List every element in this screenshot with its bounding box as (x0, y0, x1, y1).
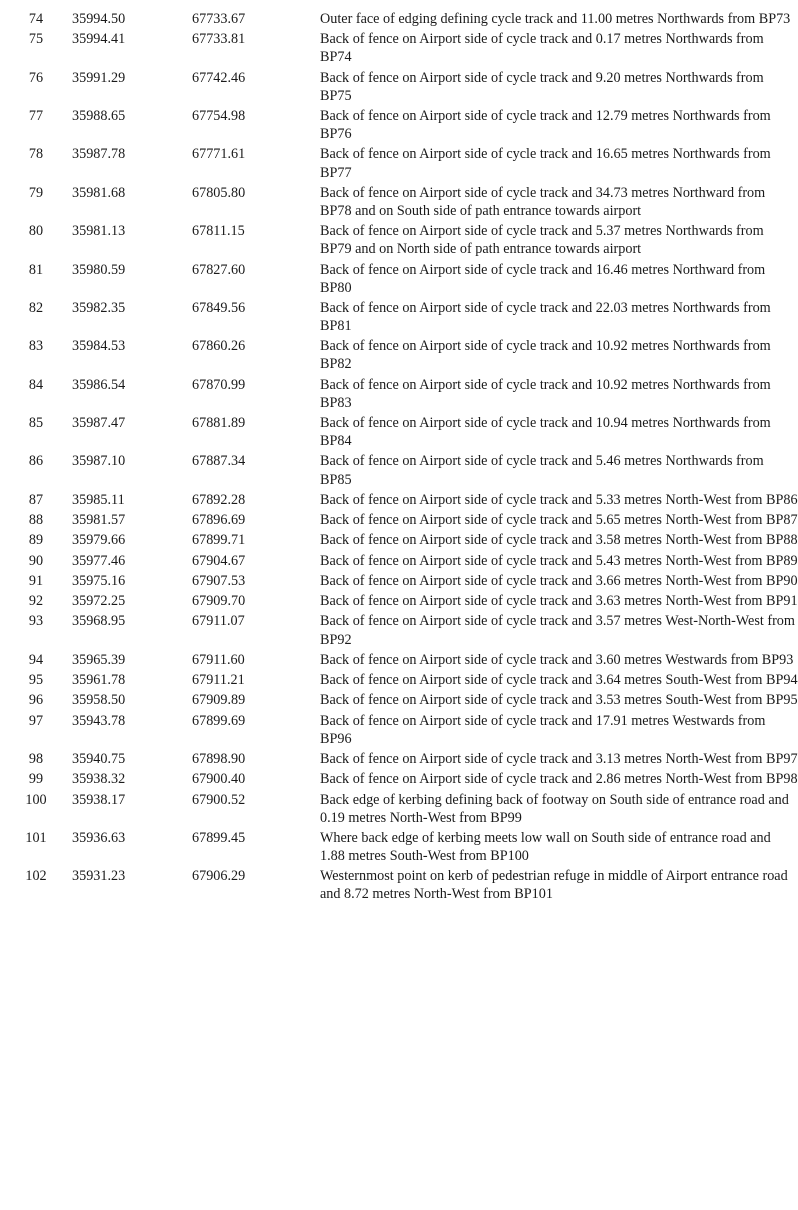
point-description: Back of fence on Airport side of cycle track and 3.57 metres West-North-West from BP92 (320, 613, 795, 648)
point-description: Back of fence on Airport side of cycle track and 9.20 metres Northwards from BP75 (320, 69, 764, 104)
easting-value: 35938.32 (72, 771, 126, 788)
boundary-points-rows (0, 10, 798, 906)
point-description: Back of fence on Airport side of cycle track and 2.86 metres North-West from BP98 (320, 771, 798, 788)
point-description: Back of fence on Airport side of cycle track and 12.79 metres Northwards from BP76 (320, 108, 771, 143)
easting-value: 35961.78 (72, 672, 126, 689)
easting-value: 35981.68 (72, 184, 126, 201)
northing-value: 67754.98 (192, 108, 246, 125)
northing-value: 67911.60 (192, 651, 245, 668)
northing-value: 67827.60 (192, 261, 246, 278)
easting-value: 35987.78 (72, 146, 126, 163)
northing-value: 67892.28 (192, 491, 246, 508)
northing-value: 67900.40 (192, 771, 246, 788)
point-number: 74 (28, 11, 44, 27)
table-row (0, 651, 798, 671)
point-description: Back of fence on Airport side of cycle track and 10.92 metres Northwards from BP82 (320, 338, 771, 373)
point-number: 85 (28, 415, 44, 432)
table-row (0, 867, 798, 905)
point-description: Back of fence on Airport side of cycle track and 0.17 metres Northwards from BP74 (320, 31, 764, 66)
table-row (0, 552, 798, 572)
northing-value: 67742.46 (192, 69, 246, 86)
table-row (0, 592, 798, 612)
point-number: 79 (28, 184, 44, 201)
easting-value: 35972.25 (72, 593, 126, 610)
point-description: Back of fence on Airport side of cycle track and 10.94 metres Northwards from BP84 (320, 415, 771, 450)
easting-value: 35979.66 (72, 532, 126, 549)
northing-value: 67887.34 (192, 453, 246, 470)
easting-value: 35984.53 (72, 338, 126, 355)
easting-value: 35981.57 (72, 512, 126, 529)
table-row (0, 791, 798, 829)
northing-value: 67811.15 (192, 223, 245, 240)
northing-value: 67906.29 (192, 868, 246, 885)
northing-value: 67899.45 (192, 830, 246, 846)
point-number: 75 (28, 31, 44, 48)
table-row (0, 414, 798, 452)
point-number: 101 (25, 830, 47, 846)
table-row (0, 829, 798, 867)
point-number: 100 (25, 791, 47, 808)
northing-value: 67899.69 (192, 712, 246, 729)
table-row (0, 770, 798, 790)
point-number: 98 (28, 751, 44, 768)
point-description: Back of fence on Airport side of cycle track and 17.91 metres Westwards from BP96 (320, 712, 766, 747)
point-description: Back of fence on Airport side of cycle track and 3.63 metres North-West from BP91 (320, 593, 798, 610)
point-number: 84 (28, 376, 44, 393)
point-description: Back of fence on Airport side of cycle track and 3.53 metres South-West from BP95 (320, 692, 798, 709)
table-row (0, 572, 798, 592)
point-description: Back of fence on Airport side of cycle track and 3.66 metres North-West from BP90 (320, 572, 798, 589)
point-number: 92 (28, 593, 44, 610)
boundary-points-table (0, 10, 798, 906)
point-description: Back of fence on Airport side of cycle track and 3.58 metres North-West from BP88 (320, 532, 798, 549)
point-number: 96 (28, 692, 44, 709)
point-description: Outer face of edging defining cycle track and 11.00 metres Northwards from BP73 (320, 11, 791, 27)
easting-value: 35940.75 (72, 751, 126, 768)
point-description: Back of fence on Airport side of cycle track and 3.13 metres North-West from BP97 (320, 751, 798, 768)
easting-value: 35968.95 (72, 613, 126, 630)
easting-value: 35965.39 (72, 651, 126, 668)
easting-value: 35994.41 (72, 31, 126, 48)
table-row (0, 222, 798, 260)
northing-value: 67898.90 (192, 751, 246, 768)
easting-value: 35943.78 (72, 712, 126, 729)
point-number: 78 (28, 146, 44, 163)
northing-value: 67911.21 (192, 672, 245, 689)
northing-value: 67860.26 (192, 338, 246, 355)
northing-value: 67900.52 (192, 791, 246, 808)
point-number: 95 (28, 672, 44, 689)
easting-value: 35987.10 (72, 453, 126, 470)
point-description: Westernmost point on kerb of pedestrian refuge in middle of Airport entrance road and 8.72 metres North-West from BP101 (320, 868, 788, 903)
point-description: Back of fence on Airport side of cycle track and 10.92 metres Northwards from BP83 (320, 376, 771, 411)
point-number: 99 (28, 771, 44, 788)
point-description: Where back edge of kerbing meets low wall on South side of entrance road and 1.88 metres South-West from BP100 (320, 830, 771, 865)
point-number: 93 (28, 613, 44, 630)
northing-value: 67909.89 (192, 692, 246, 709)
point-number: 76 (28, 69, 44, 86)
table-row (0, 491, 798, 511)
point-description: Back of fence on Airport side of cycle track and 5.46 metres Northwards from BP85 (320, 453, 764, 488)
easting-value: 35988.65 (72, 108, 126, 125)
point-description: Back of fence on Airport side of cycle track and 5.33 metres North-West from BP86 (320, 491, 798, 508)
easting-value: 35981.13 (72, 223, 126, 240)
point-description: Back edge of kerbing defining back of footway on South side of entrance road and 0.19 metres North-West from BP99 (320, 791, 789, 826)
point-number: 91 (28, 572, 44, 589)
easting-value: 35985.11 (72, 491, 125, 508)
table-row (0, 69, 798, 107)
point-description: Back of fence on Airport side of cycle track and 16.65 metres Northwards from BP77 (320, 146, 771, 181)
table-row (0, 452, 798, 490)
easting-value: 35931.23 (72, 868, 126, 885)
point-description: Back of fence on Airport side of cycle track and 5.37 metres Northwards from BP79 and on North side of path entrance towards airport (320, 223, 764, 258)
easting-value: 35980.59 (72, 261, 126, 278)
table-row (0, 107, 798, 145)
easting-value: 35958.50 (72, 692, 126, 709)
northing-value: 67870.99 (192, 376, 246, 393)
easting-value: 35977.46 (72, 552, 126, 569)
easting-value: 35986.54 (72, 376, 126, 393)
northing-value: 67805.80 (192, 184, 246, 201)
northing-value: 67899.71 (192, 532, 246, 549)
point-number: 97 (28, 712, 44, 729)
table-row (0, 612, 798, 650)
table-row (0, 30, 798, 68)
table-row (0, 10, 798, 30)
northing-value: 67909.70 (192, 593, 246, 610)
northing-value: 67911.07 (192, 613, 245, 630)
northing-value: 67733.67 (192, 11, 246, 27)
table-row (0, 750, 798, 770)
easting-value: 35991.29 (72, 69, 126, 86)
point-description: Back of fence on Airport side of cycle track and 16.46 metres Northward from BP80 (320, 261, 766, 296)
easting-value: 35982.35 (72, 299, 126, 316)
table-row (0, 691, 798, 711)
northing-value: 67896.69 (192, 512, 246, 529)
point-number: 86 (28, 453, 44, 470)
point-number: 83 (28, 338, 44, 355)
table-row (0, 511, 798, 531)
point-number: 77 (28, 108, 44, 125)
point-description: Back of fence on Airport side of cycle track and 5.43 metres North-West from BP89 (320, 552, 798, 569)
easting-value: 35975.16 (72, 572, 126, 589)
table-row (0, 712, 798, 750)
point-number: 90 (28, 552, 44, 569)
easting-value: 35994.50 (72, 11, 126, 27)
table-row (0, 184, 798, 222)
point-number: 89 (28, 532, 44, 549)
northing-value: 67733.81 (192, 31, 246, 48)
table-row (0, 376, 798, 414)
northing-value: 67907.53 (192, 572, 246, 589)
easting-value: 35987.47 (72, 415, 126, 432)
northing-value: 67849.56 (192, 299, 246, 316)
point-description: Back of fence on Airport side of cycle track and 34.73 metres Northward from BP78 and on South side of path entrance towards airport (320, 184, 766, 219)
point-description: Back of fence on Airport side of cycle track and 22.03 metres Northwards from BP81 (320, 299, 771, 334)
point-number: 81 (28, 261, 44, 278)
northing-value: 67904.67 (192, 552, 246, 569)
point-description: Back of fence on Airport side of cycle track and 3.60 metres Westwards from BP93 (320, 651, 794, 668)
point-number: 87 (28, 491, 44, 508)
point-number: 80 (28, 223, 44, 240)
northing-value: 67881.89 (192, 415, 246, 432)
table-row (0, 145, 798, 183)
table-row (0, 299, 798, 337)
easting-value: 35936.63 (72, 830, 126, 846)
easting-value: 35938.17 (72, 791, 126, 808)
point-number: 94 (28, 651, 44, 668)
northing-value: 67771.61 (192, 146, 246, 163)
point-number: 88 (28, 512, 44, 529)
table-row (0, 531, 798, 551)
table-row (0, 261, 798, 299)
point-number: 82 (28, 299, 44, 316)
point-number: 102 (25, 868, 47, 885)
table-row (0, 671, 798, 691)
point-description: Back of fence on Airport side of cycle track and 5.65 metres North-West from BP87 (320, 512, 798, 529)
point-description: Back of fence on Airport side of cycle track and 3.64 metres South-West from BP94 (320, 672, 798, 689)
table-row (0, 337, 798, 375)
